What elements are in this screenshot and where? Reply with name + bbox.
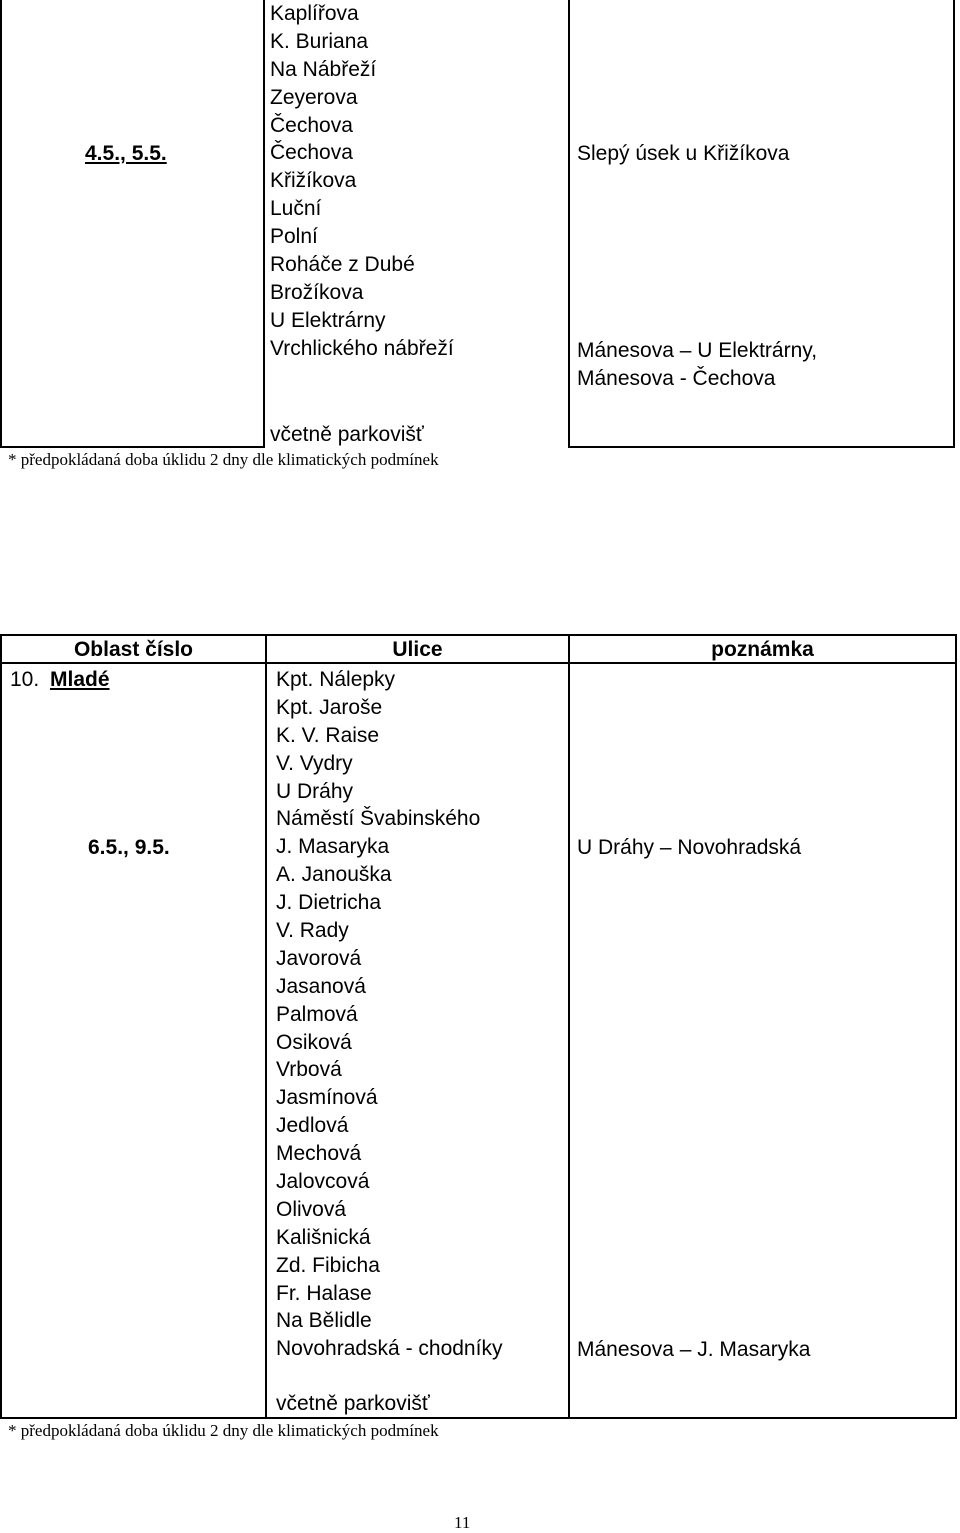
table-1-divider-1 [263, 0, 265, 448]
table-1-note-2-line-2: Mánesova - Čechova [577, 367, 776, 390]
street-item: Na Nábřeží [270, 57, 377, 81]
area-name: Mladé [50, 668, 110, 691]
street-item: Olivová [276, 1197, 347, 1221]
table-2-note-1: U Dráhy – Novohradská [577, 836, 802, 859]
table-2-right-border [955, 634, 957, 1419]
street-item: V. Rady [276, 919, 349, 943]
street-item: Luční [270, 197, 322, 221]
street-item: Vrchlického nábřeží [270, 336, 454, 360]
street-item: Čechova [270, 113, 353, 137]
street-item: Kpt. Nálepky [276, 668, 396, 691]
street-item: Jasmínová [276, 1086, 378, 1110]
street-item: U Elektrárny [270, 308, 386, 332]
street-item: Polní [270, 225, 318, 249]
street-item: Křižíkova [270, 169, 357, 193]
street-item: Kpt. Jaroše [276, 695, 383, 719]
street-item: K. V. Raise [276, 723, 380, 747]
table-1-footnote: * předpokládaná doba úklidu 2 dny dle klimatických podmínek [8, 450, 439, 469]
street-item: Jasanová [276, 974, 366, 998]
street-item: Čechova [270, 141, 353, 165]
table-2-parking-note: včetně parkovišť [276, 1392, 430, 1415]
street-item: Vrbová [276, 1058, 342, 1082]
street-item: Osiková [276, 1030, 352, 1054]
street-item: V. Vydry [276, 751, 353, 775]
street-item: U Dráhy [276, 779, 354, 803]
table-2-divider-1 [265, 634, 267, 1419]
street-item: K. Buriana [270, 29, 369, 53]
street-item: J. Dietricha [276, 891, 382, 915]
column-header-note: poznámka [711, 638, 814, 661]
area-number: 10. [10, 668, 40, 691]
table-2-term: 6.5., 9.5. [88, 836, 170, 859]
street-item: Brožíkova [270, 280, 364, 304]
street-item: Javorová [276, 946, 362, 970]
street-item: J. Masaryka [276, 835, 390, 859]
street-item: Mechová [276, 1142, 362, 1166]
street-item: Fr. Halase [276, 1281, 372, 1305]
table-1-bottom-right-border [568, 446, 955, 448]
table-1-parking-note: včetně parkovišť [270, 423, 424, 446]
street-item: Kališnická [276, 1225, 371, 1249]
street-item: Na Bělidle [276, 1309, 372, 1333]
table-1-divider-2 [568, 0, 570, 448]
table-1-bottom-left-border [0, 446, 265, 448]
street-item: Jalovcová [276, 1170, 370, 1194]
street-item: Náměstí Švabinského [276, 807, 481, 831]
table-1-note-1: Slepý úsek u Křižíkova [577, 142, 790, 165]
table-1-left-border [0, 0, 2, 448]
street-item: A. Janouška [276, 863, 392, 887]
column-header-area: Oblast číslo [73, 638, 194, 661]
street-item: Kaplířova [270, 2, 359, 25]
table-2-left-border [0, 634, 2, 1419]
table-2-note-2: Mánesova – J. Masaryka [577, 1338, 811, 1361]
table-1-street-list [270, 0, 454, 363]
table-2-footnote: * předpokládaná doba úklidu 2 dny dle klimatických podmínek [8, 1421, 439, 1440]
table-2-divider-2 [568, 634, 570, 1419]
page-number: 11 [454, 1513, 471, 1532]
street-item: Palmová [276, 1002, 358, 1026]
table-1-term: 4.5., 5.5. [85, 142, 167, 165]
column-header-streets: Ulice [392, 638, 443, 661]
table-1-note-2-line-1: Mánesova – U Elektrárny, [577, 339, 818, 362]
street-item: Jedlová [276, 1114, 349, 1138]
table-2-bottom-border [0, 1417, 957, 1419]
table-1-right-border [953, 0, 955, 448]
street-item: Roháče z Dubé [270, 253, 415, 277]
street-item: Zeyerova [270, 85, 358, 109]
street-item: Novohradská - chodníky [276, 1337, 503, 1361]
street-item: Zd. Fibicha [276, 1253, 380, 1277]
table-2-street-list [276, 666, 502, 1363]
